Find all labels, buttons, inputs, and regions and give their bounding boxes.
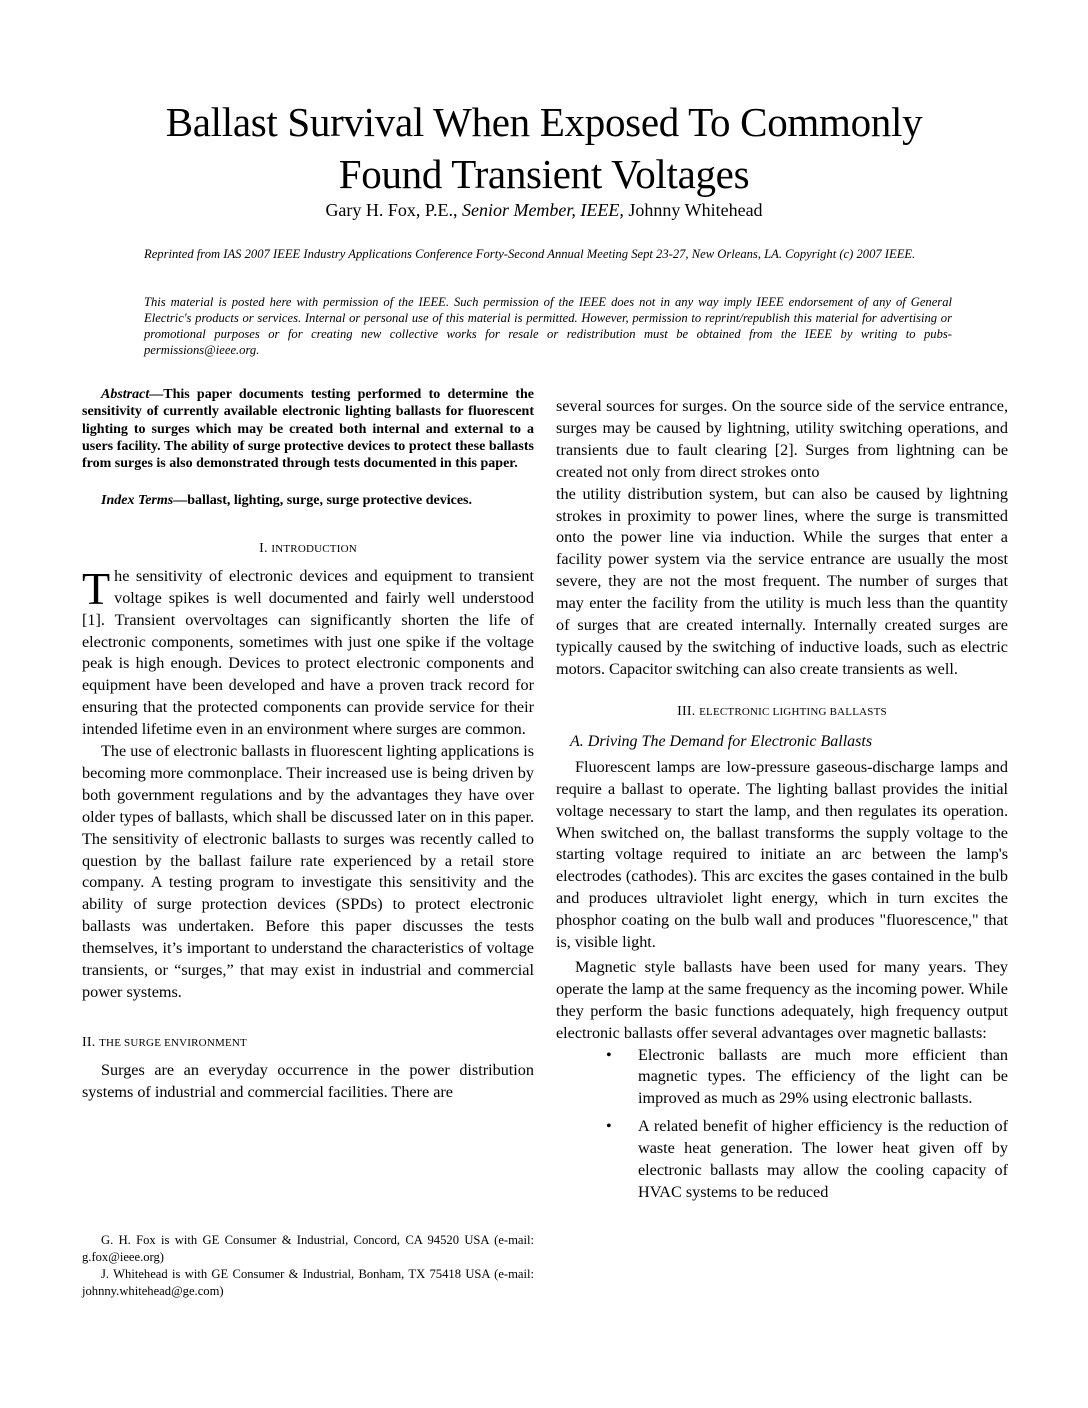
author-line bbox=[100, 198, 988, 222]
advantages-list bbox=[556, 1045, 1008, 1204]
section-number: III. bbox=[677, 703, 700, 719]
abstract-text: —This paper documents testing performed to determine the sensitivity of currently available electronic lighting ballasts for fluorescent lighting to surges which may be created both internal and external to a users facility. The ability of surge protective devices to protect these ballasts from surges is also demonstrated through tests documented in this paper. bbox=[82, 387, 534, 472]
list-item-text: Electronic ballasts are much more efficient than magnetic types. The efficiency of the light can be improved as much as 29% using electronic ballasts. bbox=[638, 1045, 1008, 1108]
section-heading-surge-environment bbox=[82, 1034, 534, 1052]
surge-paragraph-1: Surges are an everyday occurrence in the power distribution systems of industrial and commercial facilities. There are bbox=[82, 1060, 534, 1101]
reprint-notice: Reprinted from IAS 2007 IEEE Industry Applications Conference Forty-Second Annual Meeting Sept 23-27, New Orleans, LA. Copyright (c) 2007 IEEE. bbox=[144, 247, 916, 261]
list-item bbox=[556, 1116, 1008, 1204]
section-heading-introduction bbox=[82, 540, 534, 558]
author-1: Gary H. Fox, P.E., bbox=[325, 200, 462, 220]
footnote-1: G. H. Fox is with GE Consumer & Industrial, Concord, CA 94520 USA (e-mail: g.fox@ieee.org) bbox=[82, 1233, 534, 1264]
permission-text: This material is posted here with permission of the IEEE. Such permission of the IEEE does not in any way imply IEEE endorsement of any of General Electric's products or services. Internal or personal use of this material is permitted. However, permission to reprint/republish this material for advertising or promotional purposes or for creating new collective works for resale or redistribution must be obtained from the IEEE by writing to pubs-permissions@ieee.org. bbox=[144, 295, 952, 357]
subsection-heading-a: A. Driving The Demand for Electronic Ballasts bbox=[570, 732, 873, 750]
right-column bbox=[556, 396, 1008, 1204]
section-title: THE SURGE ENVIRONMENT bbox=[99, 1036, 247, 1049]
author-1-role: Senior Member, IEEE, bbox=[461, 200, 624, 220]
surge-paragraph-2: the utility distribution system, but can also be caused by lightning strokes in proximity to power lines, where the surge is transmitted onto the power line via induction. While the surges that enter a facility power system via the service entrance are usually the most severe, they are not the most frequent. The number of surges that may enter the facility from the utility is much less than the quantity of surges that are created internally. Internally created surges are typically caused by the switching of inductive loads, such as electric motors. Capacitor switching can also create transients as well. bbox=[556, 484, 1008, 678]
index-terms-label: Index Terms bbox=[101, 493, 174, 509]
drop-cap: T bbox=[82, 562, 111, 614]
abstract-label: Abstract bbox=[101, 387, 150, 402]
surge-paragraph-continued: several sources for surges. On the source side of the service entrance, surges may be caused by lightning, utility switching operations, and transients due to fault clearing [2]. Surges from lightning can be created not only from direct strokes onto bbox=[556, 397, 1008, 481]
footnote-2: J. Whitehead is with GE Consumer & Industrial, Bonham, TX 75418 USA (e-mail: johnny.whitehead@ge.com) bbox=[82, 1267, 534, 1298]
section-title: INTRODUCTION bbox=[271, 542, 357, 555]
title-line-1: Ballast Survival When Exposed To Commonly bbox=[165, 99, 923, 145]
index-terms bbox=[82, 492, 534, 509]
list-item-text: A related benefit of higher efficiency is the reduction of waste heat generation. The lower heat given off by electronic ballasts may allow the cooling capacity of HVAC systems to be reduced bbox=[638, 1117, 1008, 1201]
intro-paragraph-1-text: he sensitivity of electronic devices and equipment to transient voltage spikes is well documented and fairly well understood [1]. Transient overvoltages can significantly shorten the life of electronic components, sometimes with just one spike if the voltage peak is high enough. Devices to protect electronic components and equipment have been developed and have a proven track record for ensuring that the protected components can provide service for their intended lifetime even in an environment where surges are common. bbox=[82, 566, 534, 739]
index-terms-text: —ballast, lighting, surge, surge protective devices. bbox=[173, 493, 472, 509]
left-column bbox=[82, 386, 534, 1104]
section-heading-ballasts bbox=[556, 703, 1008, 721]
intro-paragraph-1 bbox=[82, 562, 534, 741]
bullet-icon: • bbox=[606, 1117, 612, 1136]
ballast-paragraph-1: Fluorescent lamps are low-pressure gaseous-discharge lamps and require a ballast to operate. The lighting ballast provides the initial voltage necessary to start the lamp, and then regulates its operation. When switched on, the ballast transforms the supply voltage to the starting voltage required to initiate an arc between the lamp's electrodes (cathodes). This arc excites the gases contained in the bulb and produces ultraviolet light energy, which in turn excites the phosphor coating on the bulb wall and produces "fluorescence," that is, visible light. bbox=[556, 757, 1008, 952]
intro-paragraph-2: The use of electronic ballasts in fluorescent lighting applications is becoming more commonplace. Their increased use is being driven by both government regulations and by the advantages they have over older types of ballasts, which shall be discussed later on in this paper. The sensitivity of electronic ballasts to surges was recently called to question by the ballast failure rate experienced by a retail store company. A testing program to investigate this sensitivity and the ability of surge protection devices (SPDs) to protect electronic ballasts was undertaken. Before this paper discusses the tests themselves, it’s important to understand the characteristics of voltage transients, or “surges,” that may exist in industrial and commercial power systems. bbox=[82, 742, 534, 1001]
section-number: I. bbox=[259, 540, 272, 556]
section-number: II. bbox=[82, 1034, 100, 1050]
abstract bbox=[82, 386, 534, 472]
ballast-paragraph-2: Magnetic style ballasts have been used for many years. They operate the lamp at the same frequency as the incoming power. While they perform the basic functions adequately, high frequency output electronic ballasts offer several advantages over magnetic ballasts: bbox=[556, 957, 1008, 1042]
author-2: Johnny Whitehead bbox=[623, 200, 763, 220]
title-line-2: Found Transient Voltages bbox=[338, 151, 750, 197]
list-item bbox=[556, 1045, 1008, 1111]
bullet-icon: • bbox=[606, 1045, 612, 1064]
paper-title bbox=[100, 96, 988, 200]
author-footnotes bbox=[82, 1232, 534, 1300]
section-title: ELECTRONIC LIGHTING BALLASTS bbox=[699, 705, 887, 718]
permission-notice bbox=[144, 294, 952, 358]
